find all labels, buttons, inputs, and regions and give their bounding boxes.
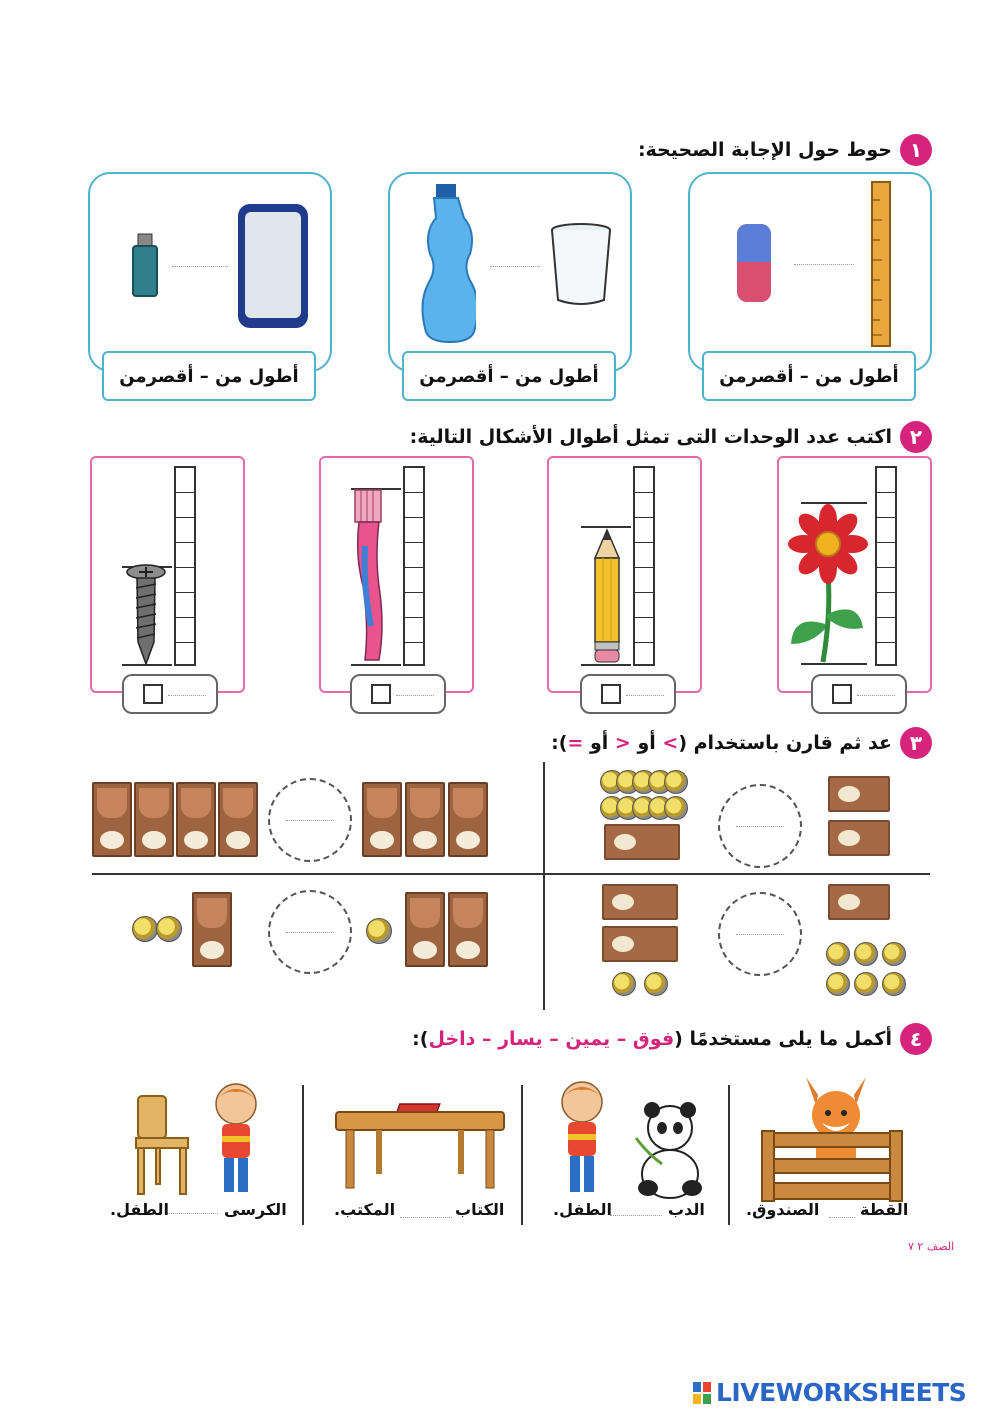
- choice-box[interactable]: أطول من – أقصرمن: [702, 351, 916, 401]
- separator: [521, 1085, 523, 1225]
- grid-horizontal-line: [92, 873, 930, 875]
- question-title: اكتب عدد الوحدات التى تمثل أطوال الأشكال التالية:: [409, 426, 892, 448]
- banknote-icon: [828, 776, 890, 812]
- page-number: الصف ٢ ٧: [908, 1240, 955, 1253]
- sentence-subject: القطة: [860, 1200, 909, 1219]
- count-answer-box[interactable]: [122, 674, 218, 714]
- answer-dotted-line: [490, 266, 540, 267]
- question-2-heading: [410, 420, 932, 454]
- boy-icon: [562, 1082, 602, 1192]
- answer-dotted-line[interactable]: [829, 1217, 855, 1218]
- pencil-icon: [589, 528, 625, 664]
- answer-dotted-line: [626, 695, 664, 696]
- measure-box-flower: [777, 456, 932, 693]
- chair-icon: [136, 1096, 188, 1194]
- glass-icon: [548, 222, 614, 308]
- unit-ruler: [403, 466, 425, 666]
- brand-logo: [692, 1378, 966, 1407]
- banknote-icon: [828, 820, 890, 856]
- checkbox-square[interactable]: [371, 684, 391, 704]
- answer-dotted-line: [286, 820, 334, 821]
- answer-dotted-line: [736, 934, 784, 935]
- comparison-box-glass-bottle: [388, 172, 632, 372]
- banknote-icon: [602, 926, 678, 962]
- coin-icon: [156, 916, 182, 942]
- water-bottle-icon: [416, 182, 476, 344]
- checkbox-square[interactable]: [601, 684, 621, 704]
- choice-box[interactable]: أطول من – أقصرمن: [402, 351, 616, 401]
- banknote-icon: [448, 892, 488, 967]
- question-4-heading: [412, 1022, 932, 1056]
- compare-circle[interactable]: [718, 784, 802, 868]
- answer-dotted-line: [396, 695, 434, 696]
- boy-and-panda-illustration: [552, 1078, 712, 1200]
- coin-icon: [664, 796, 688, 820]
- measure-box-screw: [90, 456, 245, 693]
- banknote-icon: [604, 824, 680, 860]
- answer-dotted-line: [857, 695, 895, 696]
- book-on-table-illustration: [332, 1098, 508, 1190]
- sentence-object: الطفل.: [553, 1200, 612, 1219]
- fox-icon: [806, 1077, 866, 1171]
- question-number-badge: ١: [900, 134, 932, 166]
- measure-box-toothbrush: [319, 456, 474, 693]
- question-1-heading: [638, 133, 932, 167]
- banknote-icon: [176, 782, 216, 857]
- usb-drive-icon: [130, 232, 160, 298]
- banknote-icon: [362, 782, 402, 857]
- question-3-heading: [551, 726, 932, 760]
- question-number-badge: ٤: [900, 1023, 932, 1055]
- fox-in-crate-illustration: [758, 1075, 908, 1205]
- banknote-icon: [134, 782, 174, 857]
- coin-icon: [826, 972, 850, 996]
- choice-box[interactable]: أطول من – أقصرمن: [102, 351, 316, 401]
- phone-icon: [236, 202, 310, 330]
- coin-icon: [612, 972, 636, 996]
- table-icon: [336, 1112, 504, 1188]
- base-line: [581, 664, 631, 666]
- coin-icon: [366, 918, 392, 944]
- banknote-icon: [218, 782, 258, 857]
- count-answer-box[interactable]: [580, 674, 676, 714]
- sentence-object: الصندوق.: [746, 1200, 820, 1219]
- checkbox-square[interactable]: [143, 684, 163, 704]
- crate-icon: [762, 1131, 902, 1201]
- question-title: أكمل ما يلى مستخدمًا (فوق – يمين – يسار – داخل):: [412, 1028, 892, 1050]
- answer-dotted-line: [794, 264, 854, 265]
- question-number-badge: ٣: [900, 727, 932, 759]
- answer-dotted-line[interactable]: [610, 1215, 662, 1216]
- compare-circle[interactable]: [268, 890, 352, 974]
- checkbox-square[interactable]: [832, 684, 852, 704]
- eraser-icon: [734, 222, 774, 304]
- question-number-badge: ٢: [900, 421, 932, 453]
- banknote-icon: [192, 892, 232, 967]
- count-answer-box[interactable]: [350, 674, 446, 714]
- coin-icon: [854, 972, 878, 996]
- unit-ruler: [875, 466, 897, 666]
- answer-dotted-line: [172, 266, 228, 267]
- answer-dotted-line: [736, 826, 784, 827]
- sentence-object: المكتب.: [334, 1200, 396, 1219]
- ruler-icon: [868, 180, 898, 350]
- coin-icon: [854, 942, 878, 966]
- screw-icon: [124, 564, 168, 666]
- count-answer-box[interactable]: [811, 674, 907, 714]
- banknote-icon: [602, 884, 678, 920]
- boy-and-chair-illustration: [132, 1078, 272, 1196]
- sentence-subject: الكرسى: [224, 1200, 287, 1219]
- answer-dotted-line: [168, 695, 206, 696]
- banknote-icon: [405, 782, 445, 857]
- coin-icon: [644, 972, 668, 996]
- coin-icon: [826, 942, 850, 966]
- banknote-icon: [448, 782, 488, 857]
- brand-name: LIVEWORKSHEETS: [716, 1378, 967, 1407]
- banknote-icon: [405, 892, 445, 967]
- banknote-icon: [92, 782, 132, 857]
- sentence-object: الطفل.: [110, 1200, 169, 1219]
- compare-circle[interactable]: [268, 778, 352, 862]
- separator: [302, 1085, 304, 1225]
- grid-vertical-line: [543, 762, 545, 1010]
- compare-circle[interactable]: [718, 892, 802, 976]
- comparison-box-ruler-eraser: [688, 172, 932, 372]
- answer-dotted-line[interactable]: [166, 1213, 218, 1214]
- panda-icon: [636, 1102, 702, 1198]
- answer-dotted-line: [286, 932, 334, 933]
- comparison-box-phone-usb: [88, 172, 332, 372]
- sentence-subject: الدب: [668, 1200, 705, 1219]
- base-line: [351, 664, 401, 666]
- toothbrush-icon: [345, 486, 395, 664]
- banknote-icon: [828, 884, 890, 920]
- flower-icon: [783, 504, 873, 664]
- liveworksheets-logo-icon: [692, 1381, 712, 1405]
- coin-icon: [882, 942, 906, 966]
- measure-box-pencil: [547, 456, 702, 693]
- unit-ruler: [633, 466, 655, 666]
- coin-icon: [664, 770, 688, 794]
- sentence-subject: الكتاب: [455, 1200, 505, 1219]
- separator: [728, 1085, 730, 1225]
- coin-icon: [882, 972, 906, 996]
- unit-ruler: [174, 466, 196, 666]
- boy-icon: [216, 1084, 256, 1192]
- question-title: عد ثم قارن باستخدام (> أو < أو =):: [551, 732, 892, 754]
- answer-dotted-line[interactable]: [400, 1217, 452, 1218]
- coin-icon: [132, 916, 158, 942]
- question-title: حوط حول الإجابة الصحيحة:: [637, 139, 892, 161]
